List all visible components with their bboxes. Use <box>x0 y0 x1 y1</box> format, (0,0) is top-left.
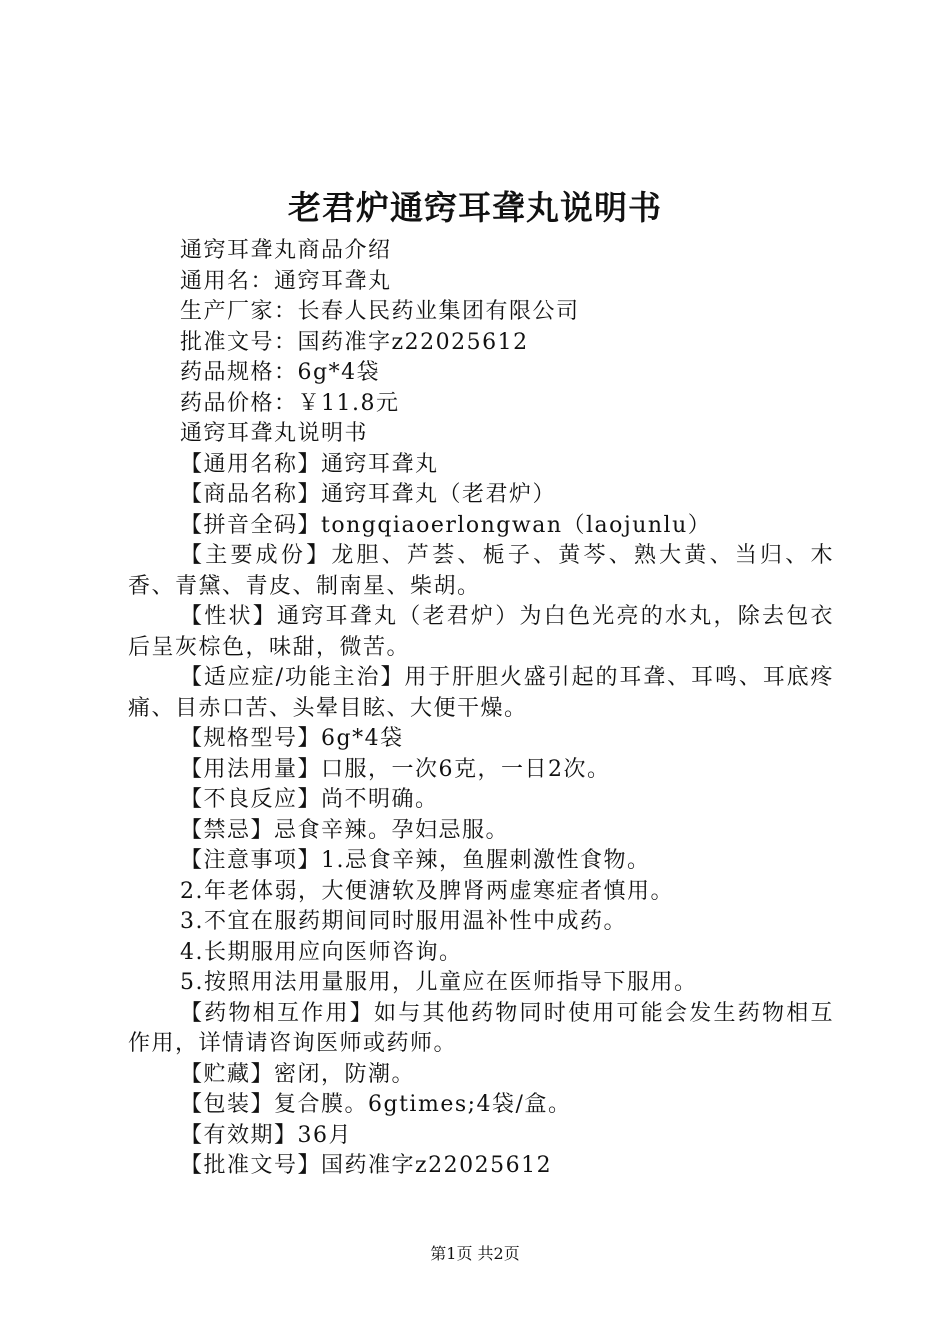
paragraph-approval-number: 批准文号：国药准字z22025612 <box>180 329 529 355</box>
paragraph-precaution-5: 5.按照用法用量服用，儿童应在医师指导下服用。 <box>180 970 698 995</box>
paragraph-model: 【规格型号】6g*4袋 <box>180 726 404 751</box>
paragraph-drug-interactions: 【药物相互作用】如与其他药物同时使用可能会发生药物相互作用，详情请咨询医师或药师。 <box>128 1000 834 1056</box>
paragraph-storage: 【贮藏】密闭，防潮。 <box>180 1061 416 1087</box>
paragraph-contraindications: 【禁忌】忌食辛辣。孕妇忌服。 <box>180 817 510 843</box>
paragraph-generic-name: 通用名：通窍耳聋丸 <box>180 268 392 294</box>
paragraph-product-intro-heading: 通窍耳聋丸商品介绍 <box>180 238 392 263</box>
paragraph-indications: 【适应症/功能主治】用于肝胆火盛引起的耳聋、耳鸣、耳底疼痛、目赤口苦、头晕目眩、大便干燥。 <box>128 665 834 721</box>
paragraph-pinyin-code: 【拼音全码】tongqiaoerlongwan（laojunlu） <box>180 512 712 538</box>
paragraph-manufacturer: 生产厂家：长春人民药业集团有限公司 <box>180 299 580 324</box>
paragraph-approval-number-2: 【批准文号】国药准字z22025612 <box>180 1153 553 1178</box>
paragraph-trade-name: 【商品名称】通窍耳聋丸（老君炉） <box>180 482 557 507</box>
paragraph-precaution-4: 4.长期服用应向医师咨询。 <box>180 939 463 965</box>
paragraph-precaution-3: 3.不宜在服药期间同时服用温补性中成药。 <box>180 909 627 934</box>
paragraph-packaging: 【包装】复合膜。6gtimes;4袋/盒。 <box>180 1092 572 1117</box>
paragraph-appearance: 【性状】通窍耳聋丸（老君炉）为白色光亮的水丸，除去包衣后呈灰棕色，味甜，微苦。 <box>128 604 834 660</box>
paragraph-specification: 药品规格：6g*4袋 <box>180 360 381 385</box>
paragraph-precautions: 【注意事项】1.忌食辛辣，鱼腥刺激性食物。 <box>180 848 651 873</box>
paragraph-adverse-reactions: 【不良反应】尚不明确。 <box>180 787 439 812</box>
paragraph-ingredients: 【主要成份】龙胆、芦荟、栀子、黄芩、熟大黄、当归、木香、青黛、青皮、制南星、柴胡。 <box>128 543 834 599</box>
paragraph-instructions-heading: 通窍耳聋丸说明书 <box>180 421 369 446</box>
paragraph-price: 药品价格：￥11.8元 <box>180 390 400 416</box>
paragraph-dosage: 【用法用量】口服，一次6克，一日2次。 <box>180 756 611 782</box>
page-footer: 第1页 共2页 <box>430 1244 520 1263</box>
document-title: 老君炉通窍耳聋丸说明书 <box>288 188 662 227</box>
paragraph-precaution-2: 2.年老体弱，大便溏软及脾肾两虚寒症者慎用。 <box>180 878 674 904</box>
paragraph-shelf-life: 【有效期】36月 <box>180 1122 352 1148</box>
paragraph-common-name: 【通用名称】通窍耳聋丸 <box>180 451 439 477</box>
document-body <box>128 236 834 1182</box>
